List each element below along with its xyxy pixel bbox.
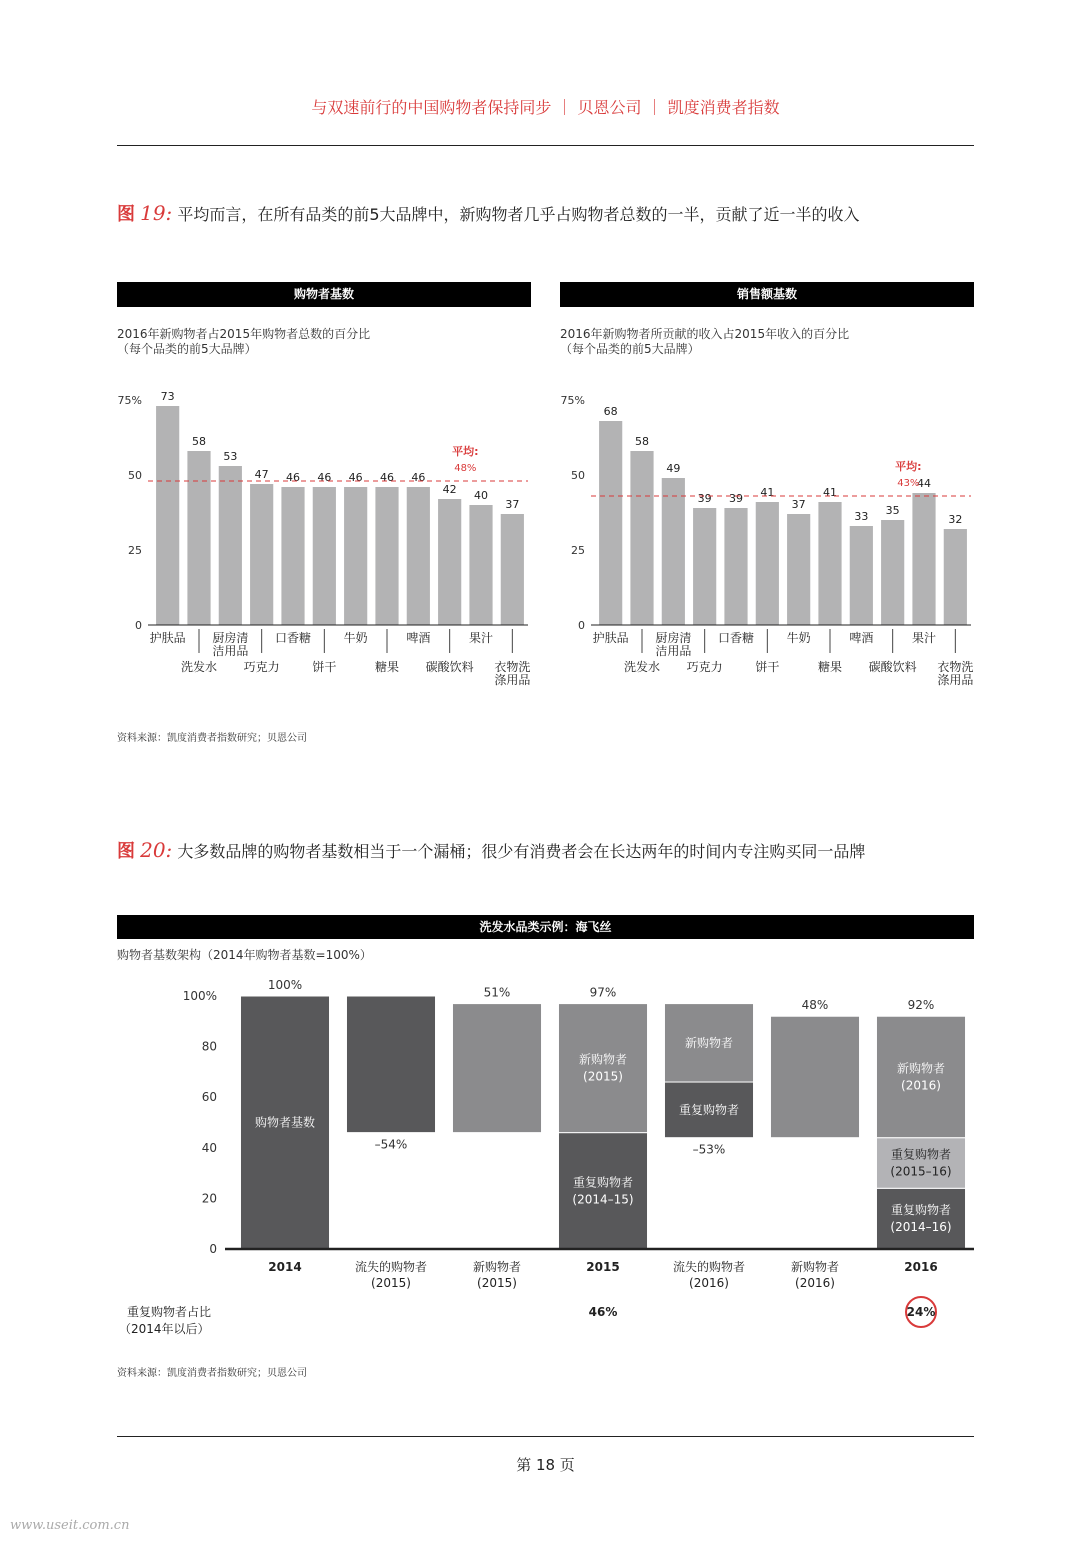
page-number: 第 18 页 <box>516 1456 575 1474</box>
category-label: 口香糖 <box>274 631 312 645</box>
bar-value-label: 44 <box>917 477 931 490</box>
shopper-base-subtitle <box>117 327 370 357</box>
bar-value-label: 39 <box>697 492 712 505</box>
shopper-base-panel-title: 购物者基数 <box>117 282 531 307</box>
segment-label: 重复购物者 <box>572 1175 634 1190</box>
category-label: 饼干 <box>312 660 337 674</box>
category-label: 流失的购物者 <box>672 1260 746 1274</box>
column-top-label: 100% <box>267 978 303 992</box>
column-top-label: 51% <box>483 985 511 1000</box>
category-label: 碳酸饮料 <box>425 660 474 674</box>
category-label: 洗发水 <box>623 660 661 674</box>
average-value-label: 48% <box>454 463 477 474</box>
category-label: 衣物洗 <box>494 660 531 674</box>
figure-19-title <box>117 200 860 226</box>
y-tick-label: 100% <box>182 989 217 1003</box>
category-label: 口香糖 <box>717 631 755 645</box>
bar <box>662 478 685 625</box>
repeat-share-value: 24% <box>906 1305 936 1319</box>
bar <box>219 466 242 625</box>
column-top-label: 97% <box>589 985 617 1000</box>
category-label: 涤用品 <box>937 673 974 687</box>
average-label: 平均: <box>895 460 922 473</box>
bar-value-label: 37 <box>505 498 520 511</box>
bar <box>375 487 398 625</box>
sales-base-chart <box>553 385 983 705</box>
bar <box>250 484 273 625</box>
shopper-base-chart <box>110 385 540 705</box>
category-label: (2015) <box>371 1276 411 1290</box>
header-divider <box>117 145 974 146</box>
bar-value-label: 46 <box>348 471 363 484</box>
bar-value-label: 49 <box>666 462 681 475</box>
category-label: 啤酒 <box>849 631 874 645</box>
category-label: 护肤品 <box>592 631 629 645</box>
bar-value-label: 73 <box>160 390 175 403</box>
y-tick-label: 50 <box>571 469 585 482</box>
page-header: 与双速前行的中国购物者保持同步 ｜ 贝恩公司 ｜ 凯度消费者指数 <box>311 98 780 117</box>
bar-value-label: 37 <box>791 498 806 511</box>
average-value-label: 43% <box>897 478 920 489</box>
category-label: 衣物洗 <box>937 660 974 674</box>
waterfall-chart <box>117 965 977 1350</box>
bar-value-label: 53 <box>223 450 238 463</box>
bar <box>313 487 336 625</box>
category-label: 流失的购物者 <box>354 1260 428 1274</box>
figure-label: 图 <box>117 204 135 225</box>
segment-label: 重复购物者 <box>890 1147 952 1162</box>
y-tick-label: 25 <box>128 544 142 557</box>
waterfall-segment <box>452 1004 541 1133</box>
bar-value-label: 47 <box>254 468 269 481</box>
waterfall-segment <box>558 1004 647 1133</box>
category-label: 糖果 <box>817 660 843 674</box>
subtitle-line-1: 2016年新购物者所贡献的收入占2015年收入的百分比 <box>560 327 850 341</box>
bar <box>630 451 653 625</box>
category-label: 碳酸饮料 <box>868 660 917 674</box>
category-label: 新购物者 <box>790 1260 840 1274</box>
category-label: 洁用品 <box>655 644 692 658</box>
subtitle-line-1: 2016年新购物者占2015年购物者总数的百分比 <box>117 327 371 341</box>
segment-label: (2015) <box>583 1069 623 1084</box>
y-tick-label: 75% <box>560 394 585 407</box>
category-label: 饼干 <box>755 660 780 674</box>
bar <box>787 514 810 625</box>
category-label: 果汁 <box>911 631 937 645</box>
y-tick-label: 25 <box>571 544 585 557</box>
bar <box>469 505 492 625</box>
waterfall-segment <box>876 1138 965 1189</box>
waterfall-segment <box>346 996 435 1133</box>
average-label: 平均: <box>452 445 479 458</box>
bar-value-label: 39 <box>729 492 743 505</box>
y-tick-label: 40 <box>201 1140 217 1155</box>
waterfall-segment <box>876 1188 965 1249</box>
column-top-label: 48% <box>801 998 829 1013</box>
category-label: (2015) <box>477 1276 517 1290</box>
segment-label: (2015–16) <box>890 1164 952 1179</box>
segment-label: (2016) <box>901 1078 941 1093</box>
figure-20-source: 资料来源：凯度消费者指数研究；贝恩公司 <box>117 1368 307 1379</box>
figure-caption: 平均而言，在所有品类的前5大品牌中，新购物者几乎占购物者总数的一半，贡献了近一半的收入 <box>177 205 860 224</box>
bar <box>724 508 747 625</box>
bar-value-label: 46 <box>286 471 300 484</box>
column-bottom-label: –54% <box>374 1137 408 1152</box>
bar <box>438 499 461 625</box>
watermark: www.useit.com.cn <box>10 1518 130 1533</box>
repeat-share-sublabel: （2014年以后） <box>119 1322 210 1336</box>
bar <box>599 421 622 625</box>
bar <box>756 502 779 625</box>
bar-value-label: 46 <box>411 471 426 484</box>
bar <box>281 487 304 625</box>
y-tick-label: 20 <box>201 1191 217 1206</box>
figure-label: 图 <box>117 841 135 862</box>
segment-label: 重复购物者 <box>678 1102 740 1117</box>
category-label: 糖果 <box>374 660 400 674</box>
category-label: 2014 <box>268 1260 302 1274</box>
segment-label: 重复购物者 <box>890 1203 952 1218</box>
bar-value-label: 32 <box>948 513 963 526</box>
segment-label: 购物者基数 <box>254 1115 316 1130</box>
bar <box>944 529 967 625</box>
figure-20-title <box>117 837 865 863</box>
bar <box>156 406 179 625</box>
bar-value-label: 40 <box>474 489 488 502</box>
repeat-share-value: 46% <box>588 1305 618 1319</box>
bar <box>693 508 716 625</box>
bar <box>187 451 210 625</box>
waterfall-subtitle: 购物者基数架构（2014年购物者基数=100%） <box>117 948 372 962</box>
bar <box>850 526 873 625</box>
segment-label: 新购物者 <box>896 1061 946 1076</box>
bar-value-label: 41 <box>760 486 775 499</box>
figure-19-source: 资料来源：凯度消费者指数研究；贝恩公司 <box>117 733 307 744</box>
bar-value-label: 58 <box>635 435 649 448</box>
category-label: (2016) <box>689 1276 729 1290</box>
category-label: 果汁 <box>468 631 494 645</box>
y-tick-label: 50 <box>128 469 142 482</box>
column-top-label: 92% <box>907 998 935 1013</box>
category-label: (2016) <box>795 1276 835 1290</box>
bar <box>881 520 904 625</box>
subtitle-line-2: （每个品类的前5大品牌） <box>117 342 257 356</box>
y-tick-label: 0 <box>578 619 585 632</box>
y-tick-label: 0 <box>209 1242 217 1256</box>
category-label: 巧克力 <box>686 660 723 674</box>
figure-caption: 大多数品牌的购物者基数相当于一个漏桶；很少有消费者会在长达两年的时间内专注购买同一品牌 <box>177 842 866 861</box>
bar-value-label: 41 <box>823 486 837 499</box>
y-tick-label: 80 <box>201 1039 217 1054</box>
segment-label: 新购物者 <box>578 1052 628 1067</box>
category-label: 洗发水 <box>180 660 218 674</box>
category-label: 巧克力 <box>243 660 280 674</box>
bar <box>501 514 524 625</box>
bar-value-label: 33 <box>854 510 869 523</box>
figure-number: 19: <box>140 201 173 225</box>
category-label: 2016 <box>904 1260 938 1274</box>
category-label: 2015 <box>586 1260 620 1274</box>
category-label: 洁用品 <box>212 644 249 658</box>
bar-value-label: 46 <box>317 471 332 484</box>
category-label: 牛奶 <box>786 631 811 645</box>
bar <box>407 487 430 625</box>
bar-value-label: 68 <box>603 405 618 418</box>
category-label: 涤用品 <box>494 673 531 687</box>
bar <box>818 502 841 625</box>
category-label: 厨房清 <box>655 631 692 645</box>
category-label: 新购物者 <box>472 1260 522 1274</box>
segment-label: 新购物者 <box>684 1035 734 1050</box>
subtitle-line-2: （每个品类的前5大品牌） <box>560 342 700 356</box>
category-label: 厨房清 <box>212 631 249 645</box>
bar-value-label: 35 <box>885 504 900 517</box>
category-label: 牛奶 <box>343 631 368 645</box>
category-label: 护肤品 <box>149 631 186 645</box>
repeat-share-label: 重复购物者占比 <box>127 1305 212 1319</box>
y-tick-label: 75% <box>117 394 142 407</box>
waterfall-segment <box>558 1133 647 1249</box>
waterfall-panel-title: 洗发水品类示例：海飞丝 <box>117 915 974 939</box>
column-bottom-label: –53% <box>692 1142 726 1157</box>
y-tick-label: 60 <box>201 1090 217 1105</box>
segment-label: (2014–15) <box>572 1192 634 1207</box>
waterfall-segment <box>770 1016 859 1137</box>
bar <box>912 493 935 625</box>
sales-base-panel-title: 销售额基数 <box>560 282 974 307</box>
waterfall-segment <box>876 1016 965 1137</box>
sales-base-subtitle <box>560 327 849 357</box>
figure-number: 20: <box>140 838 173 862</box>
category-label: 啤酒 <box>406 631 431 645</box>
segment-label: (2014–16) <box>890 1220 952 1235</box>
bar-value-label: 42 <box>442 483 457 496</box>
bar-value-label: 46 <box>380 471 394 484</box>
bar <box>344 487 367 625</box>
footer-divider <box>117 1436 974 1437</box>
bar-value-label: 58 <box>192 435 206 448</box>
y-tick-label: 0 <box>135 619 142 632</box>
